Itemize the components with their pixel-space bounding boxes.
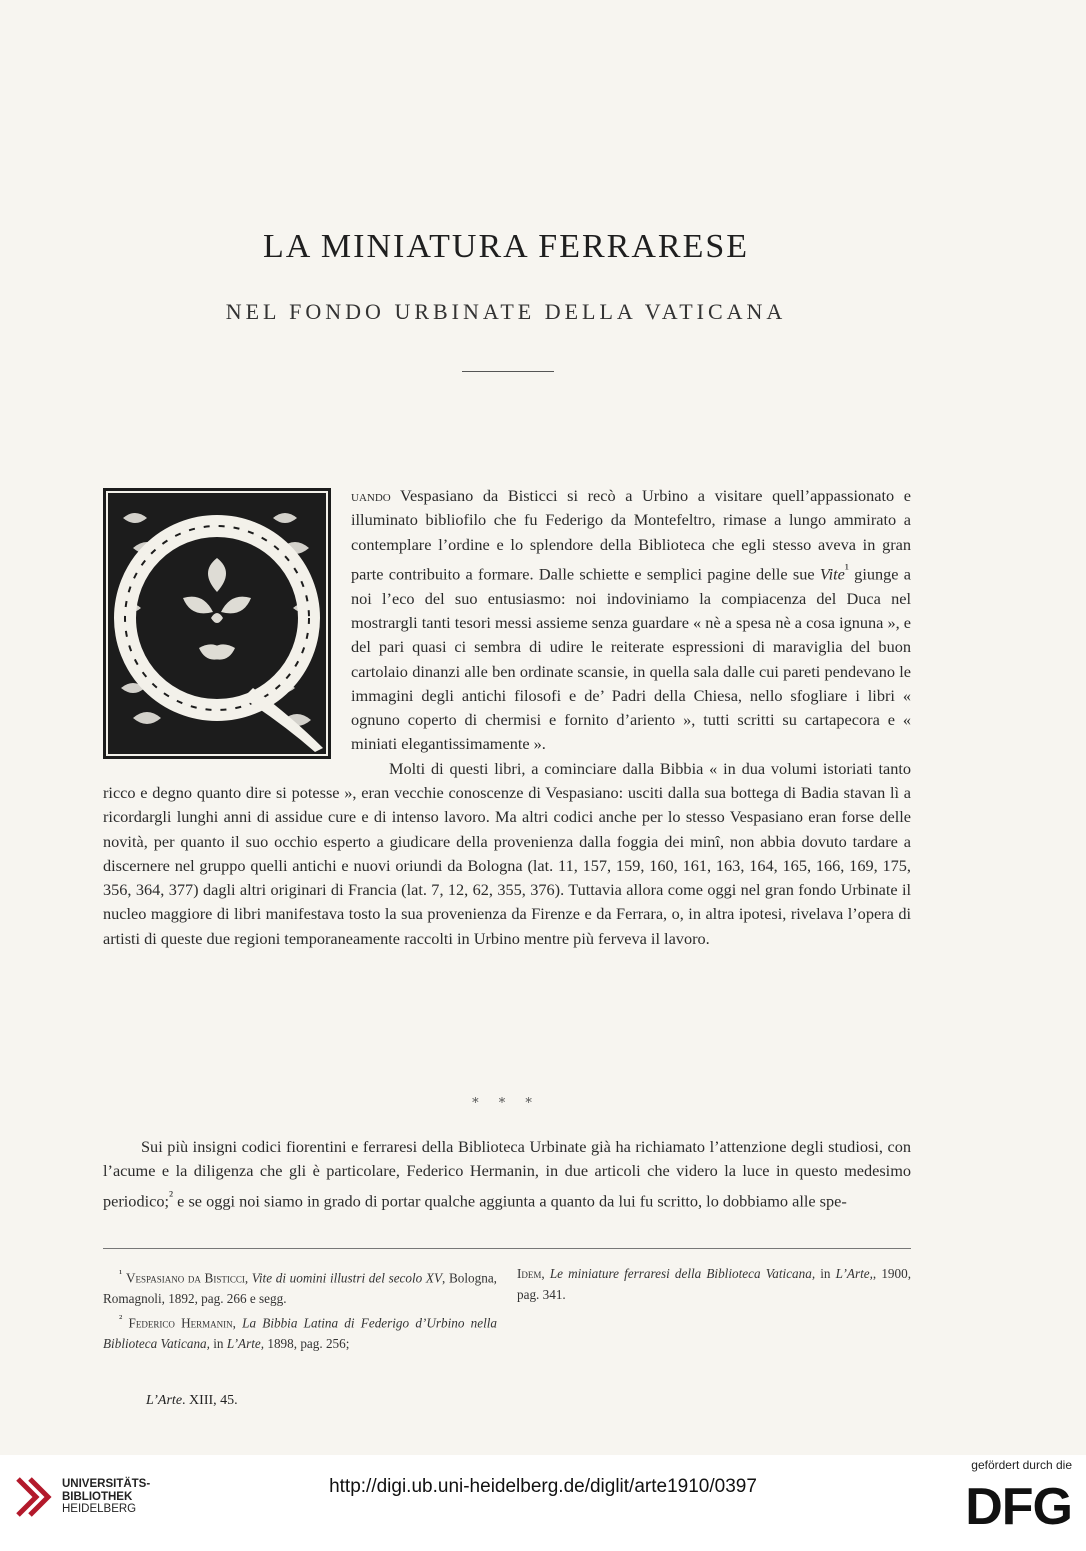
viewer-footer [0,1455,1086,1551]
section-separator: * * * [472,1096,540,1111]
decorated-initial-q [103,488,331,759]
article-title: LA MINIATURA FERRARESE [262,228,750,265]
article-body [103,484,911,951]
paragraph-3 [103,1135,911,1213]
paragraph-3-text-b: e se oggi noi siamo in grado di portar qualche aggiunta a quanto da lui fu scritto, lo dobbiamo alle spe- [173,1191,847,1211]
footnotes [103,1264,911,1355]
footnote-1-author: Vespasiano da Bisticci [125,1270,245,1286]
permalink-url[interactable]: http://digi.ub.uni-heidelberg.de/diglit/arte1910/0397 [329,1476,757,1497]
paragraph-2: Molti di questi libri, a cominciare dalla Bibbia « in dua volumi istoriati tanto ricco e degno quanto dire si potesse », eran vecchie conoscenze di Vespasiano: usciti dalla sua bottega di Badia stavan lì a ricordargli lunghi anni di assidue cure e di intenso lavoro. Ma altri codici anche per lo stesso Vespasiano eran forse delle novità, per quanto il suo occhio esperto a giudicare della provenienza dalla foggia dei minî, non abbia dovuto tardare a discernere nel gruppo quelli antichi e nuovi oriundi da Bologna (lat. 11, 157, 159, 160, 161, 163, 164, 165, 166, 169, 175, 356, 364, 377) dagli altri originari di Francia (lat. 7, 12, 62, 355, 376). Tuttavia allora come oggi nel gran fondo Urbinate il nucleo maggiore di libri manifestava tosto la sua provenienza da Firenze e da Ferrara, o, in altra ipotesi, rivelava l’opera di artisti di queste due regioni temporaneamente raccolti in Urbino mentre più ferveva il lavoro. [103,758,911,948]
footnote-2-end: , 1900, pag. 341. [517,1266,912,1302]
footnote-ref-2[interactable]: ² [169,1187,174,1203]
footnote-2-in: in [209,1336,227,1352]
page-signature [146,1393,238,1409]
illuminated-initial-image [103,488,331,759]
library-line-3: HEIDELBERG [62,1503,137,1515]
library-line-1: UNIVERSITÄTS- [62,1478,151,1490]
footnote-2-journal: L’Arte, [226,1336,265,1352]
paragraph-1-text: Vespasiano da Bisticci si recò a Urbino a visitare quell’appassionato e illuminato bibliofilo che fu Federigo da Montefeltro, rimase a lungo ammirato a contemplare l’ordine e lo splendore della Biblioteca che egli stesso aveva in gran parte contribuito a formare. Dalle schiette e semplici pagine delle sue [351,486,911,584]
signature-rest: . XIII, 45. [182,1393,238,1408]
footnote-2-continued: Idem, Le miniature ferraresi della Biblioteca Vaticana, in L’Arte,, 1900, pag. 341. [517,1266,912,1302]
footnote-1-rest: , Bologna, Romagnoli, 1892, pag. 266 e segg. [103,1270,497,1306]
footnote-2-pages: 1898, pag. 256; [264,1336,350,1352]
footnote-2: $^{^2}$ Federico Hermanin, La Bibbia Latina di Federigo d’Urbino nella Biblioteca Vaticana, in L’Arte, 1898, pag. 256; [103,1313,498,1352]
footnote-2-idem: Idem [517,1266,542,1281]
footnote-column-right [517,1264,911,1355]
vite-italic: Vite [819,564,845,584]
paragraph-1-rest: giunge a noi l’eco del suo entusiasmo: noi indoviniamo la compiacenza del Duca nel mostrargli tanti tesori messi assieme senza guardare « nè a spesa nè a cosa ignuna », e del pari quasi ci sembra di udire le reiterate espressioni di maraviglia del buon cartolaio dinanzi alle ben ordinate scansie, in quella sala dalle cui pareti pendevano le immagini degli antichi filosofi e de’ Padri della Chiesa, nello sfogliare i libri « ognuno coperto di chermisi e fornito d’ariento », tutti scritti su cartapecora e « miniati elegantissimamente ». [351,564,911,754]
footnote-divider [103,1248,911,1249]
footnote-2-in-b: in [815,1266,836,1281]
footnote-2-author: Federico Hermanin [128,1315,233,1331]
footnote-1-mark: ¹ [119,1268,123,1280]
article-subtitle: NEL FONDO URBINATE DELLA VATICANA [225,299,787,324]
footnote-column-left [103,1264,497,1355]
library-line-2: BIBLIOTHEK [62,1490,133,1503]
funding-label: gefördert durch die [971,1458,1072,1472]
footnote-2-mark: ² [119,1313,123,1326]
initial-smallcaps: uando [351,486,391,505]
footnote-1-title: Vite di uomini illustri del secolo XV [251,1270,443,1286]
signature-journal: L’Arte [146,1393,183,1408]
footnote-1: $^{^1}$ Vespasiano da Bisticci, Vite di uomini illustri del secolo XV, Bologna, Romagnoli, 1892, pag. 266 e segg. [103,1268,497,1306]
footnote-2-title-b: Le miniature ferraresi della Biblioteca Vaticana, [549,1266,816,1281]
dfg-logo[interactable]: DFG [965,1478,1072,1536]
paragraph-3-text-a: Sui più insigni codici fiorentini e ferraresi della Biblioteca Urbinate già ha richiamato l’attenzione degli studiosi, con l’acume e la diligenza che gli è particolare, Federico Hermanin, in due articoli che videro la luce in questo medesimo periodico; [103,1137,911,1211]
title-divider [462,371,554,372]
footnote-2-title: La Bibbia Latina di Federigo d’Urbino nella Biblioteca Vaticana, [103,1315,498,1352]
footnote-2-journal-b: L’Arte, [835,1266,873,1281]
footnote-ref-1[interactable]: ¹ [844,560,849,576]
